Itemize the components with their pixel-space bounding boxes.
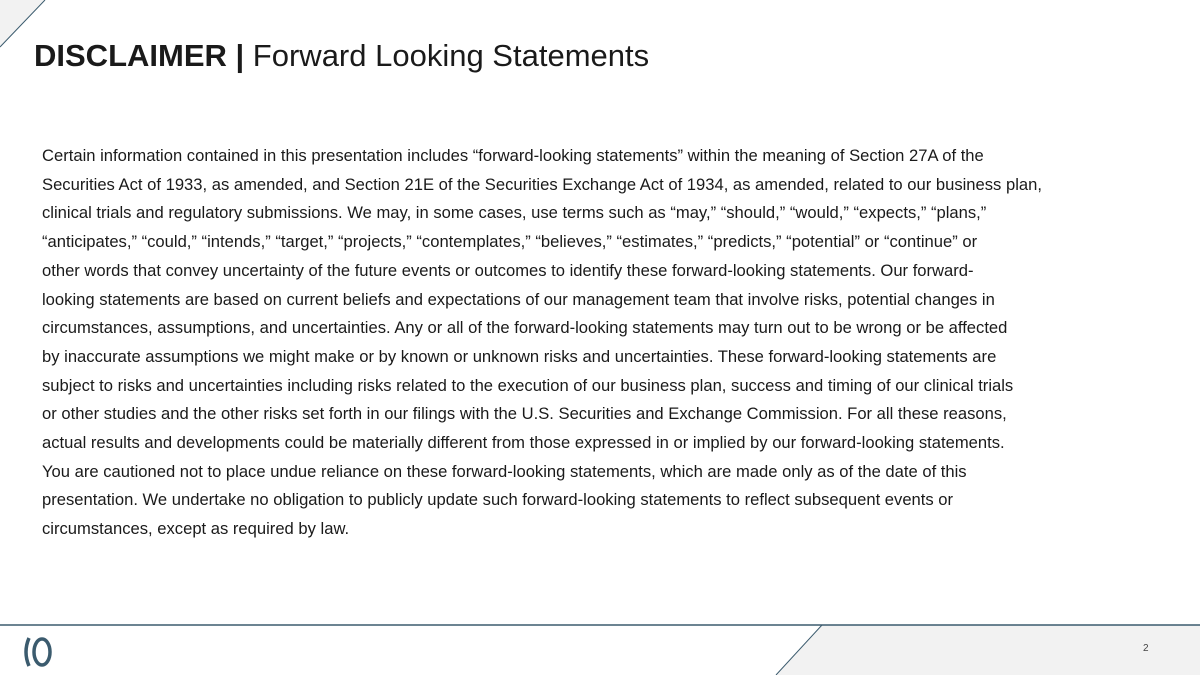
disclaimer-line: You are cautioned not to place undue reliance on these forward-looking statements, which are made only as of the date of this	[42, 461, 967, 481]
page-title	[34, 38, 649, 74]
disclaimer-text	[42, 142, 1162, 544]
page-number: 2	[1143, 643, 1149, 654]
disclaimer-line: presentation. We undertake no obligation to publicly update such forward-looking statements to reflect subsequent events or	[42, 490, 954, 510]
disclaimer-line: by inaccurate assumptions we might make or by known or unknown risks and uncertainties. These forward-looking statements are	[42, 346, 997, 366]
footer-decoration	[0, 620, 1200, 675]
company-logo-icon	[22, 636, 56, 668]
disclaimer-line: “anticipates,” “could,” “intends,” “target,” “projects,” “contemplates,” “believes,” “estimates,” “predicts,” “potential” or “continue” or	[42, 232, 978, 252]
disclaimer-line: Certain information contained in this presentation includes “forward-looking statements” within the meaning of Section 27A of the	[42, 146, 984, 165]
disclaimer-line: clinical trials and regulatory submissions. We may, in some cases, use terms such as “may,” “should,” “would,” “expects,” “plans,”	[42, 203, 987, 223]
disclaimer-line: circumstances, assumptions, and uncertainties. Any or all of the forward-looking statements may turn out to be wrong or be affected	[42, 318, 1008, 338]
disclaimer-line: actual results and developments could be materially different from those expressed in or implied by our forward-looking statements.	[42, 433, 1005, 453]
disclaimer-line: looking statements are based on current beliefs and expectations of our management team that involve risks, potential changes in	[42, 289, 995, 309]
title-bold: DISCLAIMER |	[34, 38, 245, 73]
disclaimer-line: circumstances, except as required by law.	[42, 519, 350, 539]
disclaimer-line: Securities Act of 1933, as amended, and Section 21E of the Securities Exchange Act of 1934, as amended, related to our business plan,	[42, 174, 1042, 194]
disclaimer-line: or other studies and the other risks set forth in our filings with the U.S. Securities and Exchange Commission. For all these reasons,	[42, 404, 1007, 424]
title-subtitle: Forward Looking Statements	[244, 38, 650, 73]
disclaimer-line: subject to risks and uncertainties including risks related to the execution of our business plan, success and timing of our clinical trials	[42, 375, 1014, 395]
disclaimer-line: other words that convey uncertainty of the future events or outcomes to identify these forward-looking statements. Our forward-	[42, 260, 974, 280]
